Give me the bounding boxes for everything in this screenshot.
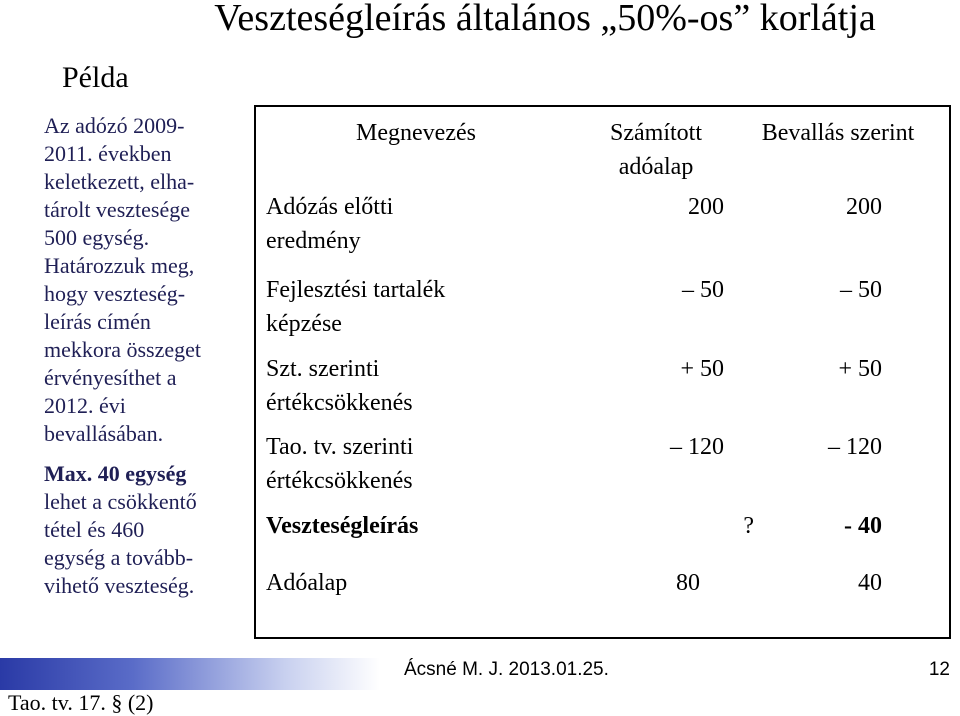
tax-base-value-declared: 40 — [858, 570, 882, 596]
loss-value-declared: - 40 — [844, 513, 882, 539]
description-line: bevallásában. — [44, 421, 164, 446]
row-label-line2: értékcsökkenés — [266, 468, 413, 494]
footer-author-date: Ácsné M. J. 2013.01.25. — [404, 659, 609, 680]
row-value-declared: – 120 — [828, 434, 882, 460]
legal-reference: Tao. tv. 17. § (2) — [8, 690, 154, 715]
description-line: tétel és 460 — [44, 517, 145, 542]
description-line: Határozzuk meg, — [44, 253, 195, 278]
max-amount-highlight: Max. 40 egység — [44, 461, 187, 486]
row-label-line1: Fejlesztési tartalék — [266, 277, 446, 303]
description-line: hogy veszteség- — [44, 281, 186, 306]
description-line: egység a tovább- — [44, 545, 194, 570]
row-value-calculated: – 120 — [670, 434, 724, 460]
decorative-gradient-bar — [0, 658, 380, 690]
example-heading: Példa — [62, 61, 129, 94]
tax-base-value-calculated: 80 — [676, 570, 700, 596]
description-line: mekkora összeget — [44, 337, 201, 362]
slide-title: Veszteségleírás általános „50%-os” korlátja — [214, 0, 876, 39]
header-szamitott-line2: adóalap — [618, 154, 694, 180]
row-label-line2: eredmény — [266, 228, 361, 254]
header-megnevezes: Megnevezés — [356, 120, 476, 146]
description-line: keletkezett, elha- — [44, 169, 195, 194]
row-value-declared: + 50 — [838, 356, 882, 382]
description-line: 500 egység. — [44, 225, 150, 250]
row-value-declared: 200 — [846, 194, 882, 220]
description-line: 2011. években — [44, 141, 172, 166]
description-line: vihető veszteség. — [44, 573, 195, 598]
row-label-line1: Tao. tv. szerinti — [266, 434, 414, 460]
loss-label: Veszteségleírás — [266, 513, 419, 539]
description-line: leírás címén — [44, 309, 151, 334]
description-line: Az adózó 2009- — [44, 113, 185, 138]
description-line: lehet a csökkentő — [44, 489, 197, 514]
row-value-declared: – 50 — [840, 277, 882, 303]
description-line: érvényesíthet a — [44, 365, 177, 390]
row-label-line2: értékcsökkenés — [266, 390, 413, 416]
row-value-calculated: + 50 — [680, 356, 724, 382]
row-value-calculated: 200 — [688, 194, 724, 220]
row-label-line2: képzése — [266, 311, 342, 337]
row-value-calculated: – 50 — [682, 277, 724, 303]
description-line: tárolt vesztesége — [44, 197, 190, 222]
header-szamitott-line1: Számított — [610, 120, 702, 146]
header-bevallas: Bevallás szerint — [761, 120, 915, 146]
loss-value-calculated: ? — [743, 513, 754, 539]
loss-offset-table — [254, 105, 951, 639]
example-description — [44, 112, 244, 600]
page-number: 12 — [928, 659, 950, 680]
row-label-line1: Szt. szerinti — [266, 356, 380, 382]
description-line: 2012. évi — [44, 393, 126, 418]
tax-base-label: Adóalap — [266, 570, 348, 596]
row-label-line1: Adózás előtti — [266, 194, 394, 220]
